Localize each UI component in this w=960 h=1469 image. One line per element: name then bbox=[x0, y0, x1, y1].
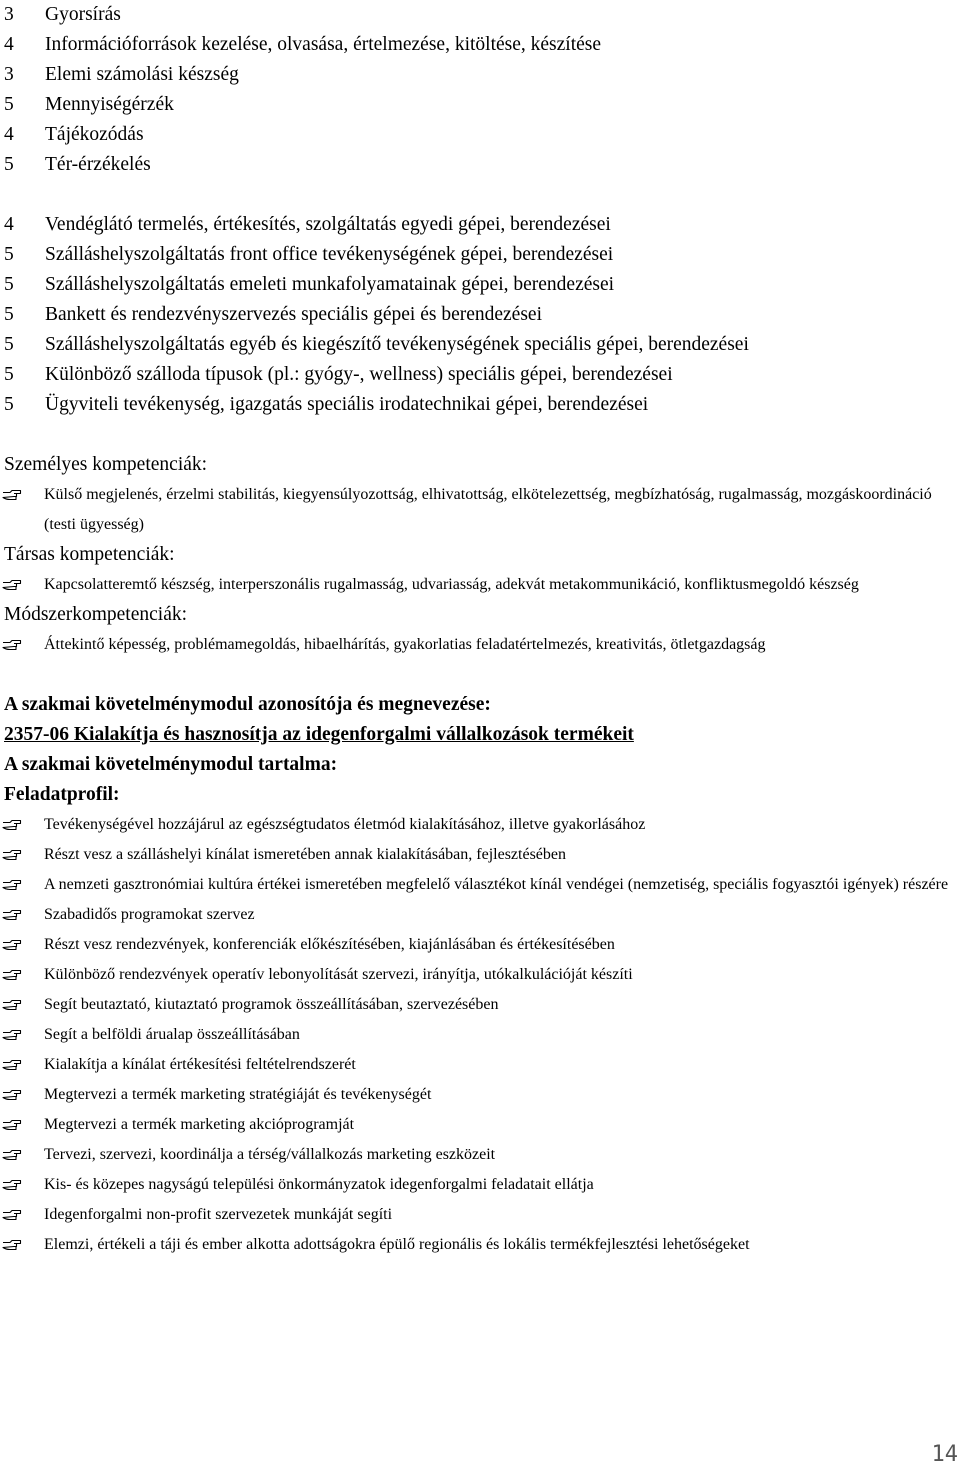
pointing-hand-icon bbox=[0, 570, 44, 600]
task-text: Kialakítja a kínálat értékesítési feltételrendszerét bbox=[44, 1056, 356, 1073]
pointing-hand-icon bbox=[0, 1050, 44, 1080]
pointing-hand-icon bbox=[0, 840, 44, 870]
rating-score: 5 bbox=[4, 364, 14, 385]
task-item bbox=[0, 840, 960, 870]
task-text: Tevékenységével hozzájárul az egészségtudatos életmód kialakításához, illetve gyakorlásához bbox=[44, 816, 646, 833]
task-item bbox=[0, 1110, 960, 1140]
task-text: Kis- és közepes nagyságú települési önkormányzatok idegenforgalmi feladatait ellátja bbox=[44, 1176, 594, 1193]
task-text: Szabadidős programokat szervez bbox=[44, 906, 255, 923]
task-text: Segít a belföldi árualap összeállításában bbox=[44, 1026, 300, 1043]
task-item bbox=[0, 1230, 960, 1260]
task-text: Részt vesz rendezvények, konferenciák előkészítésében, kiajánlásában és értékesítésében bbox=[44, 936, 615, 953]
task-profile-heading: Feladatprofil: bbox=[4, 784, 120, 805]
task-item bbox=[0, 870, 960, 900]
task-item bbox=[0, 990, 960, 1020]
task-item bbox=[0, 1050, 960, 1080]
task-item bbox=[0, 1020, 960, 1050]
rating-score: 3 bbox=[4, 4, 14, 25]
module-content-heading: A szakmai követelménymodul tartalma: bbox=[4, 754, 338, 775]
rated-item bbox=[0, 300, 960, 330]
rating-score: 5 bbox=[4, 244, 14, 265]
rating-score: 4 bbox=[4, 34, 14, 55]
task-item bbox=[0, 900, 960, 930]
pointing-hand-icon bbox=[0, 1230, 44, 1260]
pointing-hand-icon bbox=[0, 960, 44, 990]
pointing-hand-icon bbox=[0, 1080, 44, 1110]
rating-score: 5 bbox=[4, 304, 14, 325]
rated-list-equipment bbox=[0, 210, 960, 420]
rating-text: Szálláshelyszolgáltatás front office tevékenységének gépei, berendezései bbox=[45, 244, 614, 265]
rating-score: 5 bbox=[4, 274, 14, 295]
social-competencies-text: Kapcsolatteremtő készség, interperszonális rugalmasság, udvariasság, adekvát metakommunikáció, konfliktusmegoldó készség bbox=[44, 576, 859, 593]
rated-item bbox=[0, 240, 960, 270]
rated-item bbox=[0, 90, 960, 120]
personal-competencies-text: Külső megjelenés, érzelmi stabilitás, kiegyensúlyozottság, elhivatottság, elkötelezettség, megbízhatóság, rugalmasság, mozgáskoordináció (testi ügyesség) bbox=[44, 486, 932, 533]
method-competencies-text: Áttekintő képesség, problémamegoldás, hibaelhárítás, gyakorlatias feladatértelmezés, kreativitás, ötletgazdagság bbox=[44, 636, 766, 653]
rating-score: 5 bbox=[4, 394, 14, 415]
rated-item bbox=[0, 360, 960, 390]
rating-text: Információforrások kezelése, olvasása, értelmezése, kitöltése, készítése bbox=[45, 34, 602, 55]
task-text: Részt vesz a szálláshelyi kínálat ismeretében annak kialakításában, fejlesztésében bbox=[44, 846, 566, 863]
pointing-hand-icon bbox=[0, 630, 44, 660]
rated-item bbox=[0, 30, 960, 60]
personal-competencies-item bbox=[0, 480, 960, 540]
task-item bbox=[0, 810, 960, 840]
task-item bbox=[0, 930, 960, 960]
rating-score: 5 bbox=[4, 334, 14, 355]
rating-text: Vendéglátó termelés, értékesítés, szolgáltatás egyedi gépei, berendezései bbox=[45, 214, 611, 235]
task-item bbox=[0, 1140, 960, 1170]
pointing-hand-icon bbox=[0, 900, 44, 930]
rated-item bbox=[0, 390, 960, 420]
task-text: Elemzi, értékeli a táji és ember alkotta adottságokra épülő regionális és lokális termékfejlesztési lehetőségeket bbox=[44, 1236, 750, 1253]
task-text: Idegenforgalmi non-profit szervezetek munkáját segíti bbox=[44, 1206, 393, 1223]
pointing-hand-icon bbox=[0, 1170, 44, 1200]
rating-text: Elemi számolási készség bbox=[45, 64, 239, 85]
pointing-hand-icon bbox=[0, 1140, 44, 1170]
pointing-hand-icon bbox=[0, 1110, 44, 1140]
rating-score: 4 bbox=[4, 124, 14, 145]
rating-text: Ügyviteli tevékenység, igazgatás speciális irodatechnikai gépei, berendezései bbox=[45, 394, 649, 415]
rating-score: 5 bbox=[4, 154, 14, 175]
rating-text: Bankett és rendezvényszervezés speciális gépei és berendezései bbox=[45, 304, 543, 325]
method-competencies-label: Módszerkompetenciák: bbox=[4, 604, 188, 625]
module-id-heading: A szakmai követelménymodul azonosítója és megnevezése: bbox=[4, 694, 491, 715]
rating-text: Különböző szálloda típusok (pl.: gyógy-, wellness) speciális gépei, berendezései bbox=[45, 364, 673, 385]
personal-competencies-label: Személyes kompetenciák: bbox=[4, 454, 208, 475]
task-item bbox=[0, 1080, 960, 1110]
pointing-hand-icon bbox=[0, 930, 44, 960]
rating-text: Gyorsírás bbox=[45, 4, 121, 25]
pointing-hand-icon bbox=[0, 1020, 44, 1050]
rated-item bbox=[0, 0, 960, 30]
social-competencies-item bbox=[0, 570, 960, 600]
task-text: Megtervezi a termék marketing stratégiáját és tevékenységét bbox=[44, 1086, 432, 1103]
task-text: Különböző rendezvények operatív lebonyolítását szervezi, irányítja, utókalkulációját készíti bbox=[44, 966, 633, 983]
rating-text: Szálláshelyszolgáltatás emeleti munkafolyamatainak gépei, berendezései bbox=[45, 274, 615, 295]
rating-score: 4 bbox=[4, 214, 14, 235]
rating-text: Szálláshelyszolgáltatás egyéb és kiegészítő tevékenységének speciális gépei, berendezései bbox=[45, 334, 749, 355]
rated-item bbox=[0, 150, 960, 180]
pointing-hand-icon bbox=[0, 870, 44, 900]
rating-score: 5 bbox=[4, 94, 14, 115]
rated-list-skills bbox=[0, 0, 960, 180]
pointing-hand-icon bbox=[0, 1200, 44, 1230]
method-competencies-item bbox=[0, 630, 960, 660]
task-text: Segít beutaztató, kiutaztató programok összeállításában, szervezésében bbox=[44, 996, 499, 1013]
task-text: A nemzeti gasztronómiai kultúra értékei ismeretében megfelelő választékot kínál vendégei (nemzetiség, speciális fogyasztói igények) részére bbox=[44, 876, 949, 893]
pointing-hand-icon bbox=[0, 810, 44, 840]
module-id-name: 2357-06 Kialakítja és hasznosítja az idegenforgalmi vállalkozások termékeit bbox=[4, 724, 634, 745]
rating-score: 3 bbox=[4, 64, 14, 85]
task-text: Megtervezi a termék marketing akcióprogramját bbox=[44, 1116, 355, 1133]
pointing-hand-icon bbox=[0, 990, 44, 1020]
task-text: Tervezi, szervezi, koordinálja a térség/vállalkozás marketing eszközeit bbox=[44, 1146, 496, 1163]
task-item bbox=[0, 1170, 960, 1200]
rating-text: Mennyiségérzék bbox=[45, 94, 174, 115]
pointing-hand-icon bbox=[0, 480, 44, 510]
task-item bbox=[0, 1200, 960, 1230]
task-list bbox=[0, 810, 960, 1260]
rated-item bbox=[0, 60, 960, 90]
rated-item bbox=[0, 330, 960, 360]
rating-text: Tájékozódás bbox=[45, 124, 144, 145]
task-item bbox=[0, 960, 960, 990]
rated-item bbox=[0, 270, 960, 300]
rating-text: Tér-érzékelés bbox=[45, 154, 151, 175]
rated-item bbox=[0, 210, 960, 240]
rated-item bbox=[0, 120, 960, 150]
page-number: 14 bbox=[931, 1442, 958, 1467]
social-competencies-label: Társas kompetenciák: bbox=[4, 544, 175, 565]
